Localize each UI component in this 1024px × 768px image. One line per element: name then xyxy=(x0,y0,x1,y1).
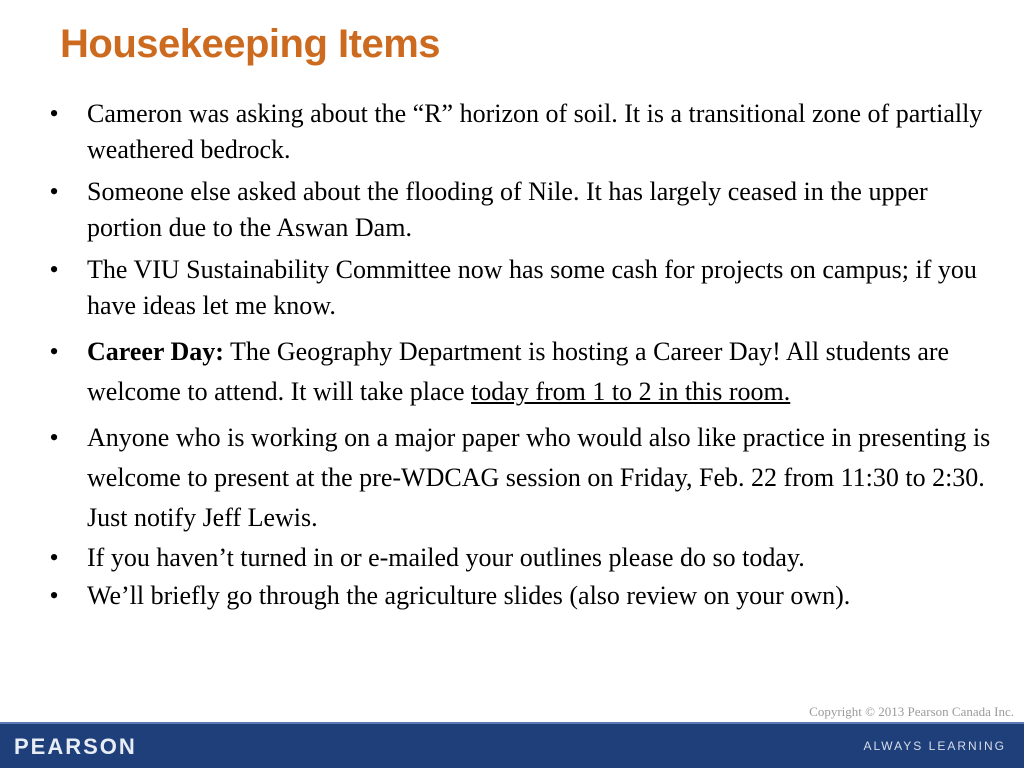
slide-title: Housekeeping Items xyxy=(60,22,441,66)
bullet-marker: • xyxy=(49,423,59,452)
bullet-marker: • xyxy=(49,99,59,128)
bullet-lead: Career Day: xyxy=(87,337,224,366)
bullet-item xyxy=(44,578,994,614)
bullet-item xyxy=(44,252,994,324)
footer-tagline: ALWAYS LEARNING xyxy=(863,739,1006,753)
bullet-text: Anyone who is working on a major paper who would also like practice in presenting is welcome to present at the pre-WDCAG session on Friday, Feb. 22 from 11:30 to 2:30. Just notify Jeff Lewis. xyxy=(87,423,991,532)
bullet-text: The VIU Sustainability Committee now has some cash for projects on campus; if you have ideas let me know. xyxy=(87,255,977,320)
bullet-item xyxy=(44,174,994,246)
bullet-underlined-text: today from 1 to 2 in this room. xyxy=(471,377,791,406)
bullet-marker: • xyxy=(49,337,59,366)
footer-bar xyxy=(0,722,1024,768)
bullet-text: Cameron was asking about the “R” horizon of soil. It is a transitional zone of partially weathered bedrock. xyxy=(87,99,983,164)
bullet-text: Someone else asked about the flooding of Nile. It has largely ceased in the upper portion due to the Aswan Dam. xyxy=(87,177,928,242)
bullet-item xyxy=(44,96,994,168)
bullet-text: If you haven’t turned in or e-mailed your outlines please do so today. xyxy=(87,543,805,572)
copyright-notice: Copyright © 2013 Pearson Canada Inc. xyxy=(809,704,1014,719)
bullet-text: We’ll briefly go through the agriculture slides (also review on your own). xyxy=(87,581,851,610)
bullet-item xyxy=(44,540,994,576)
bullet-marker: • xyxy=(49,543,59,572)
pearson-logo: PEARSON xyxy=(14,734,137,759)
bullet-marker: • xyxy=(49,177,59,206)
bullet-item-career-day xyxy=(44,332,994,412)
bullet-text: The Geography Department is hosting a Career Day! All students are welcome to attend. It will take place xyxy=(87,337,950,406)
bullet-marker: • xyxy=(49,581,59,610)
bullet-marker: • xyxy=(49,255,59,284)
bullet-list xyxy=(44,96,994,614)
bullet-item xyxy=(44,418,994,538)
